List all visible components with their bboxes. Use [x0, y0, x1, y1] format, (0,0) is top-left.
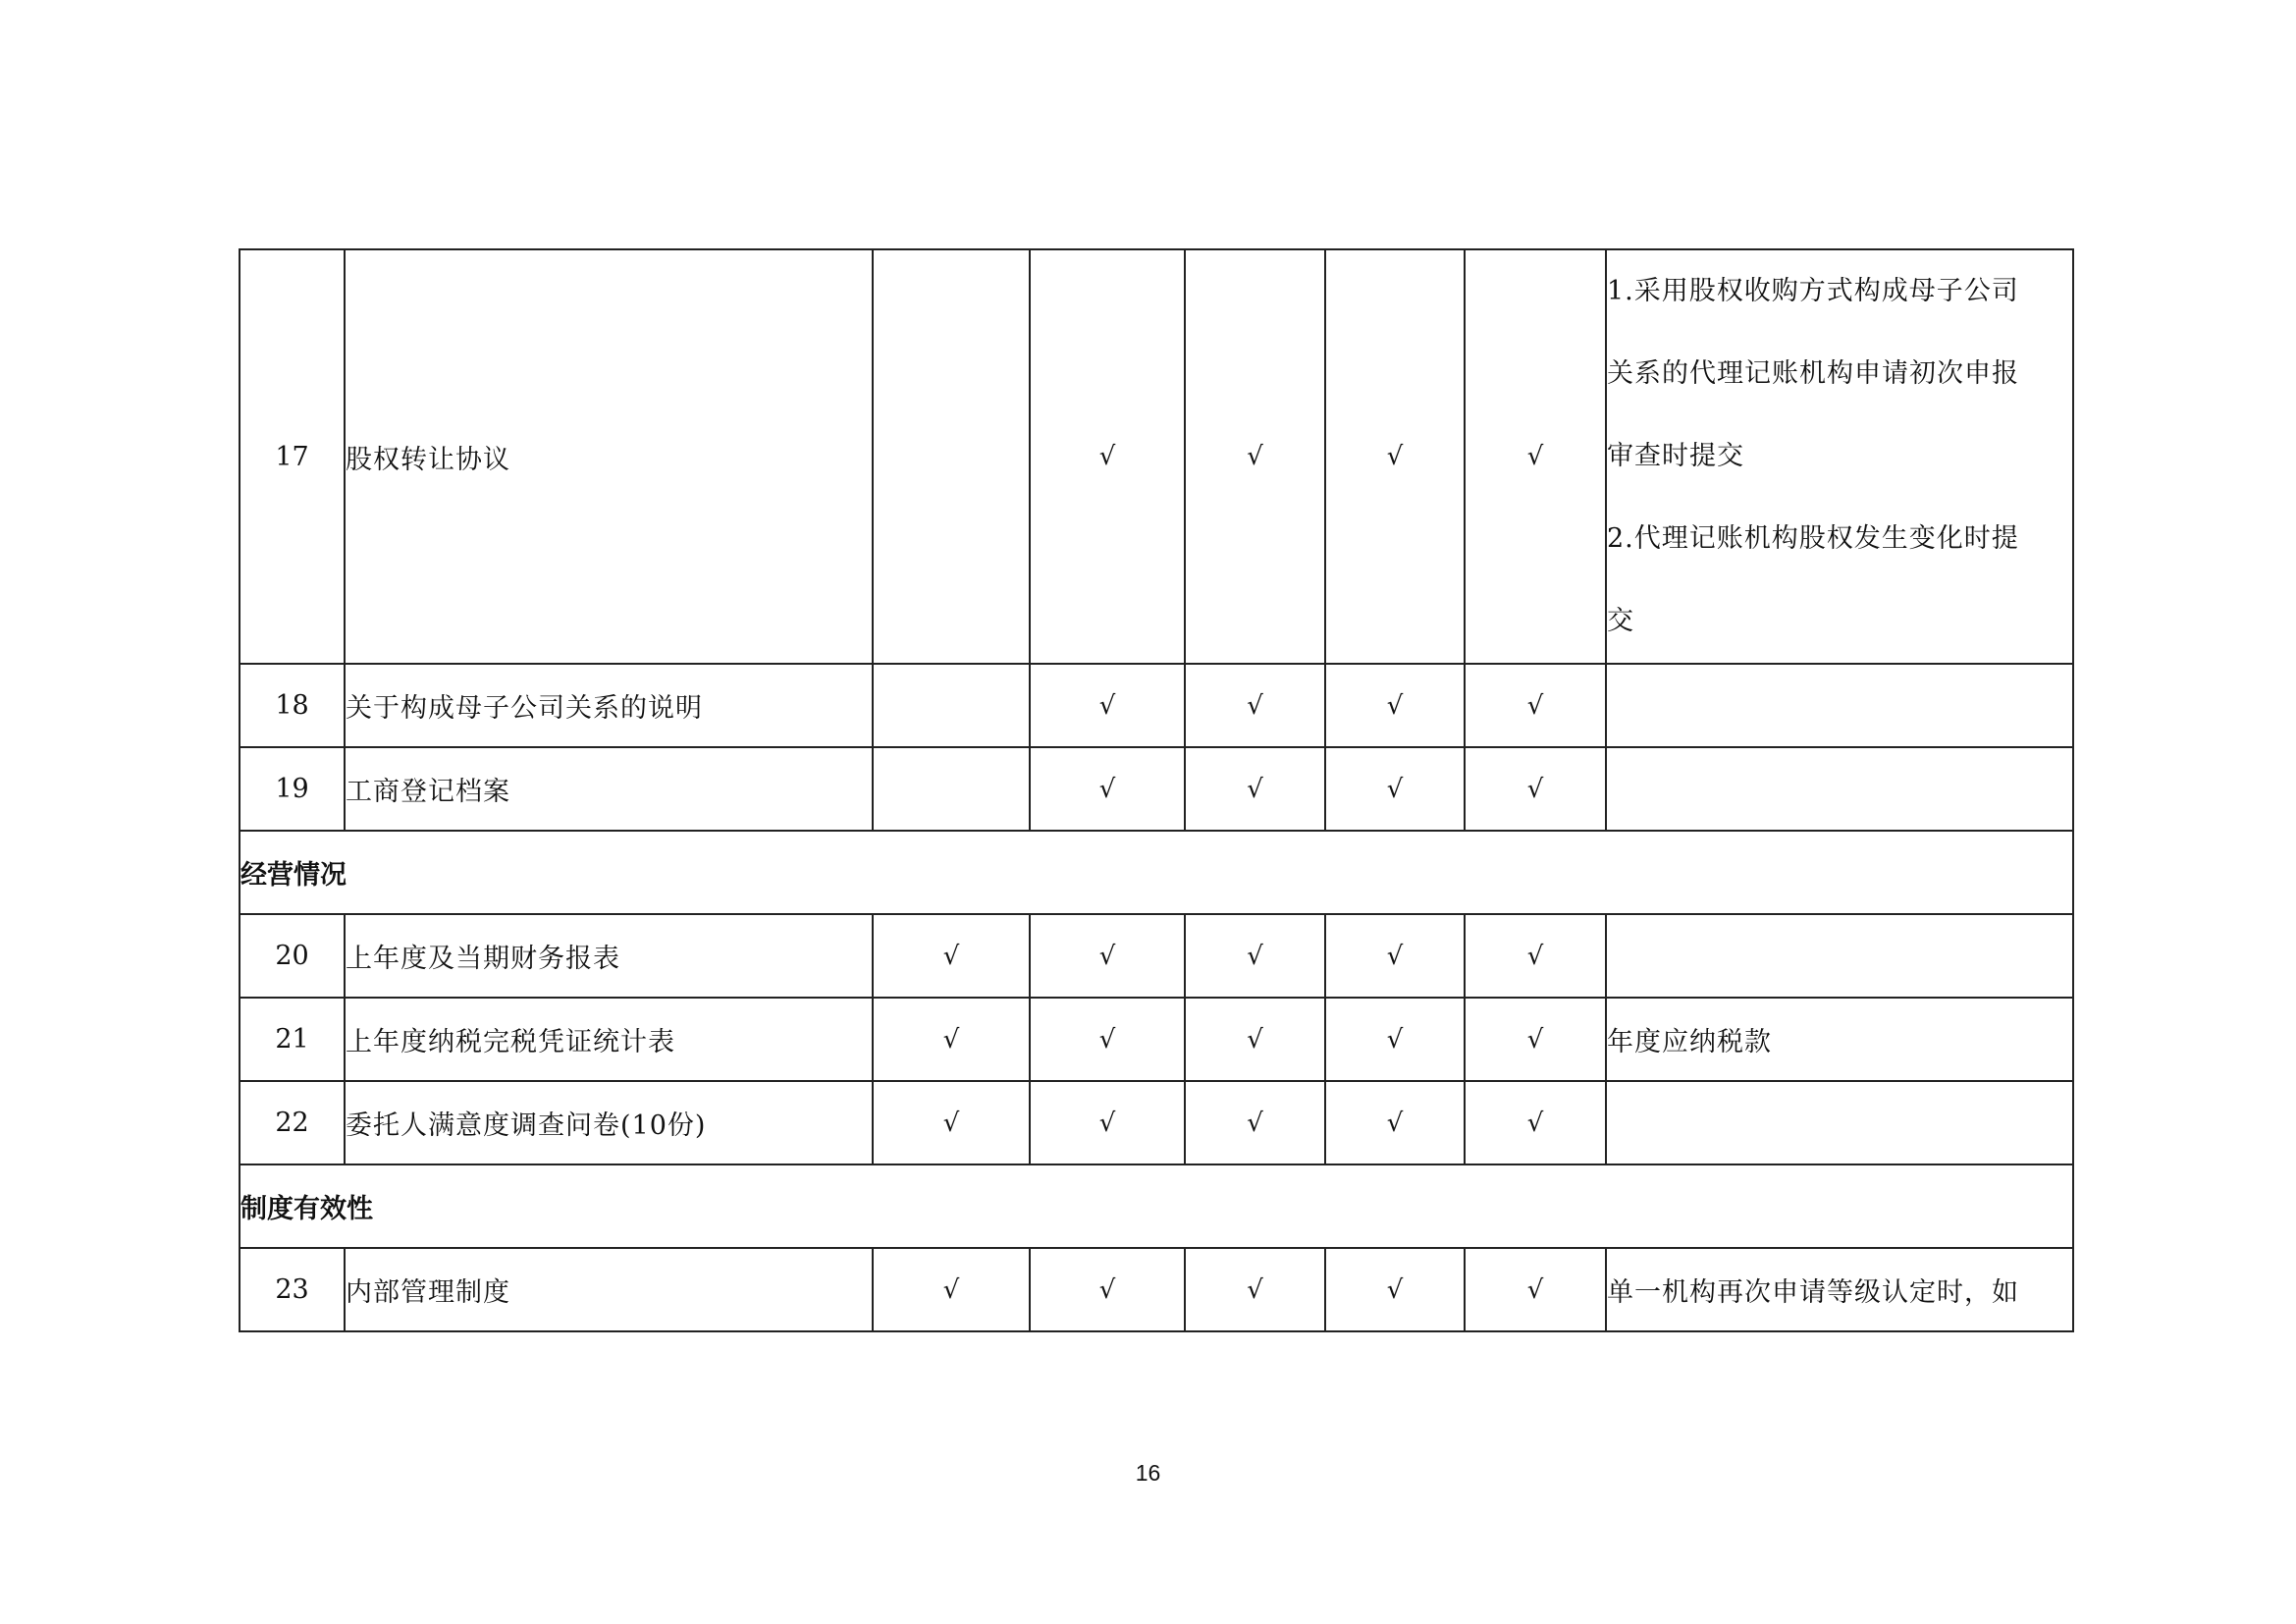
note-cell	[1606, 249, 2073, 664]
material-name: 工商登记档案	[345, 747, 873, 831]
row-number: 21	[240, 998, 345, 1081]
note-line: 审查时提交	[1607, 441, 1744, 471]
check-cell: √	[1325, 249, 1465, 664]
material-name: 关于构成母子公司关系的说明	[345, 664, 873, 747]
note-line: 关系的代理记账机构申请初次申报	[1607, 358, 2019, 389]
check-cell: √	[1030, 249, 1185, 664]
note-line: 交	[1607, 606, 1634, 636]
material-name: 委托人满意度调查问卷(10份)	[345, 1081, 873, 1164]
row-number: 20	[240, 914, 345, 998]
row-number: 22	[240, 1081, 345, 1164]
check-cell: √	[1185, 914, 1325, 998]
section-heading: 经营情况	[240, 831, 2073, 914]
check-cell: √	[873, 1248, 1030, 1331]
check-cell: √	[1465, 998, 1606, 1081]
check-cell: √	[1465, 914, 1606, 998]
section-row	[240, 1164, 2073, 1248]
requirements-table	[239, 248, 2074, 1332]
check-cell: √	[1465, 664, 1606, 747]
check-cell: √	[1185, 664, 1325, 747]
table-row	[240, 747, 2073, 831]
check-cell: √	[1325, 664, 1465, 747]
table-row	[240, 249, 2073, 664]
material-name: 股权转让协议	[345, 249, 873, 664]
note-cell	[1606, 1081, 2073, 1164]
section-row	[240, 831, 2073, 914]
check-cell: √	[1030, 998, 1185, 1081]
note-line: 1.采用股权收购方式构成母子公司	[1607, 276, 2019, 306]
check-cell: √	[1325, 914, 1465, 998]
material-name: 内部管理制度	[345, 1248, 873, 1331]
material-name: 上年度及当期财务报表	[345, 914, 873, 998]
note-cell: 单一机构再次申请等级认定时，如	[1606, 1248, 2073, 1331]
check-cell	[873, 249, 1030, 664]
row-number: 19	[240, 747, 345, 831]
check-cell: √	[1325, 1081, 1465, 1164]
note-line: 2.代理记账机构股权发生变化时提	[1607, 523, 2019, 554]
check-cell: √	[1030, 747, 1185, 831]
table-row	[240, 914, 2073, 998]
table-row	[240, 1081, 2073, 1164]
material-name: 上年度纳税完税凭证统计表	[345, 998, 873, 1081]
check-cell: √	[1465, 1081, 1606, 1164]
row-number: 18	[240, 664, 345, 747]
note-cell	[1606, 664, 2073, 747]
check-cell: √	[873, 914, 1030, 998]
check-cell: √	[1030, 664, 1185, 747]
check-cell: √	[1030, 1081, 1185, 1164]
note-cell	[1606, 914, 2073, 998]
check-cell: √	[1465, 747, 1606, 831]
check-cell: √	[1465, 1248, 1606, 1331]
note-cell: 年度应纳税款	[1606, 998, 2073, 1081]
check-cell: √	[1325, 998, 1465, 1081]
check-cell: √	[1325, 1248, 1465, 1331]
check-cell	[873, 664, 1030, 747]
row-number: 17	[240, 249, 345, 664]
check-cell: √	[1030, 1248, 1185, 1331]
check-cell	[873, 747, 1030, 831]
check-cell: √	[873, 998, 1030, 1081]
table-row	[240, 1248, 2073, 1331]
note-cell	[1606, 747, 2073, 831]
row-number: 23	[240, 1248, 345, 1331]
check-cell: √	[873, 1081, 1030, 1164]
check-cell: √	[1185, 249, 1325, 664]
table-row	[240, 664, 2073, 747]
page-number: 16	[1135, 1460, 1161, 1486]
check-cell: √	[1325, 747, 1465, 831]
check-cell: √	[1465, 249, 1606, 664]
section-heading: 制度有效性	[240, 1164, 2073, 1248]
check-cell: √	[1185, 747, 1325, 831]
check-cell: √	[1185, 1248, 1325, 1331]
check-cell: √	[1185, 1081, 1325, 1164]
check-cell: √	[1030, 914, 1185, 998]
check-cell: √	[1185, 998, 1325, 1081]
table-row	[240, 998, 2073, 1081]
